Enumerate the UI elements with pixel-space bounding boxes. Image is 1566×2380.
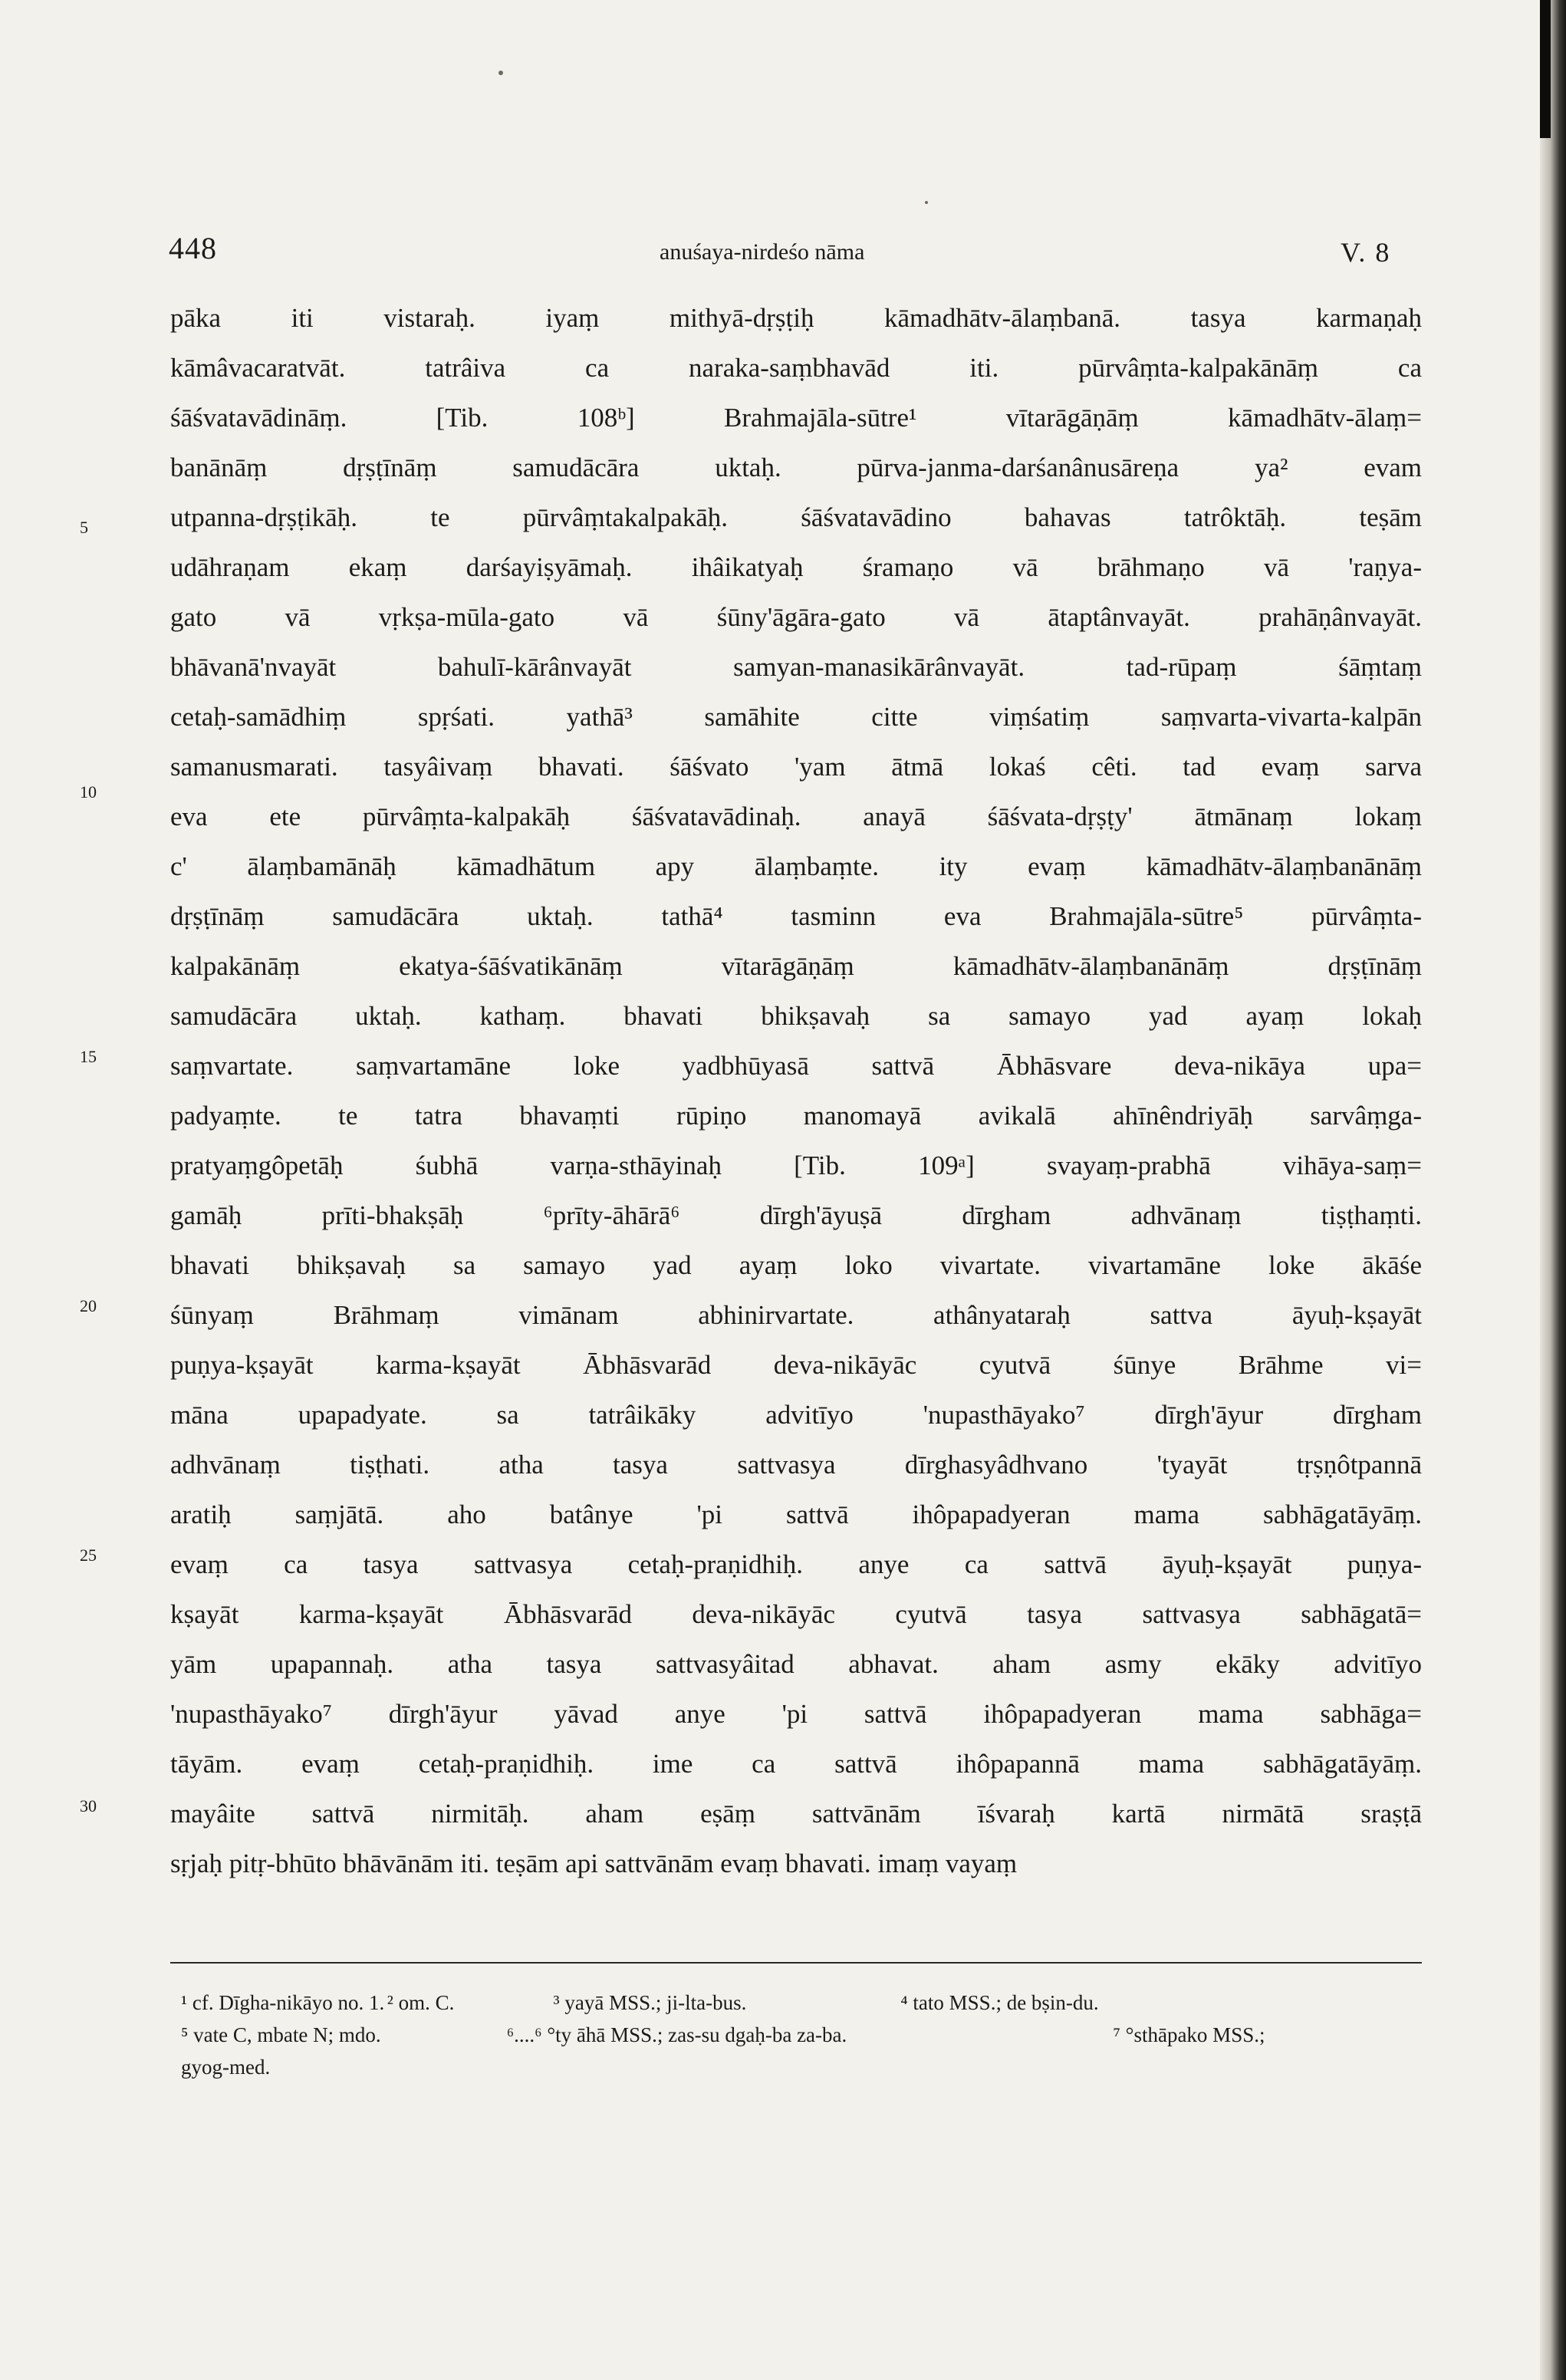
text-line: gamāḥ prīti-bhakṣāḥ ⁶prīty-āhārā⁶ dīrgh'āyuṣā dīrgham adhvānaṃ tiṣṭhaṃti. xyxy=(170,1200,1422,1230)
text-line: udāhraṇam ekaṃ darśayiṣyāmaḥ. ihâikatyaḥ śramaṇo vā brāhmaṇo vā 'raṇya- xyxy=(170,552,1422,582)
scan-page-edge xyxy=(1540,0,1566,2380)
text-line: aratiḥ saṃjātā. aho batânye 'pi sattvā ihôpapadyeran mama sabhāgatāyāṃ. xyxy=(170,1499,1422,1529)
text-line: cetaḥ-samādhiṃ spṛśati. yathā³ samāhite citte viṃśatiṃ saṃvarta-vivarta-kalpān xyxy=(170,702,1422,732)
line-number: 25 xyxy=(80,1546,97,1565)
scan-speck xyxy=(925,201,928,204)
text-line: eva ete pūrvâṃta-kalpakāḥ śāśvatavādinaḥ. anayā śāśvata-dṛṣṭy' ātmānaṃ lokaṃ xyxy=(170,802,1422,831)
text-line: banānāṃ dṛṣṭīnāṃ samudācāra uktaḥ. pūrva-janma-darśanânusāreṇa ya² evam xyxy=(170,453,1422,482)
text-line: pāka iti vistaraḥ. iyaṃ mithyā-dṛṣṭiḥ kāmadhātv-ālaṃbanā. tasya karmaṇaḥ xyxy=(170,303,1422,333)
text-line: c' ālaṃbamānāḥ kāmadhātum apy ālaṃbaṃte. ity evaṃ kāmadhātv-ālaṃbanānāṃ xyxy=(170,851,1422,881)
footnote: ⁴ tato MSS.; de bṣin-du. xyxy=(900,1991,1099,2014)
footnote: ⁷ °sthāpako MSS.; xyxy=(1113,2023,1265,2046)
line-number: 30 xyxy=(80,1796,97,1815)
text-line: dṛṣṭīnāṃ samudācāra uktaḥ. tathā⁴ tasminn eva Brahmajāla-sūtre⁵ pūrvâṃta- xyxy=(170,901,1422,931)
line-number: 10 xyxy=(80,782,97,802)
footnote: ⁶....⁶ °ty āhā MSS.; zas-su dgaḥ-ba za-ba. xyxy=(506,2023,847,2046)
text-line: adhvānaṃ tiṣṭhati. atha tasya sattvasya dīrghasyâdhvano 'tyayāt tṛṣṇôtpannā xyxy=(170,1450,1422,1480)
body-text xyxy=(170,293,1422,1888)
text-line: mayâite sattvā nirmitāḥ. aham eṣāṃ sattvānām īśvaraḥ kartā nirmātā sraṣṭā xyxy=(170,1799,1422,1829)
text-line: śāśvatavādināṃ. [Tib. 108ᵇ] Brahmajāla-sūtre¹ vītarāgāṇāṃ kāmadhātv-ālaṃ= xyxy=(170,403,1422,433)
text-line: pratyaṃgôpetāḥ śubhā varṇa-sthāyinaḥ [Tib. 109ᵃ] svayaṃ-prabhā vihāya-saṃ= xyxy=(170,1150,1422,1180)
text-line: padyaṃte. te tatra bhavaṃti rūpiṇo manomayā avikalā ahīnêndriyāḥ sarvâṃga- xyxy=(170,1101,1422,1131)
text-line: yām upapannaḥ. atha tasya sattvasyâitad abhavat. aham asmy ekāky advitīyo xyxy=(170,1649,1422,1679)
section-reference: V. 8 xyxy=(1341,237,1391,268)
scan-speck xyxy=(498,71,503,75)
text-line: śūnyaṃ Brāhmaṃ vimānam abhinirvartate. athânyataraḥ sattva āyuḥ-kṣayāt xyxy=(170,1300,1422,1330)
text-line: evaṃ ca tasya sattvasya cetaḥ-praṇidhiḥ. anye ca sattvā āyuḥ-kṣayāt puṇya- xyxy=(170,1549,1422,1579)
line-number: 5 xyxy=(80,518,88,537)
footnote-line xyxy=(181,2051,1423,2083)
text-line: utpanna-dṛṣṭikāḥ. te pūrvâṃtakalpakāḥ. śāśvatavādino bahavas tatrôktāḥ. teṣām xyxy=(170,502,1422,532)
footnotes xyxy=(181,1987,1423,2083)
footnote: ¹ cf. Dīgha-nikāyo no. 1. xyxy=(181,1991,385,2014)
text-line: saṃvartate. saṃvartamāne loke yadbhūyasā sattvā Ābhāsvare deva-nikāya upa= xyxy=(170,1051,1422,1081)
text-line: puṇya-kṣayāt karma-kṣayāt Ābhāsvarād deva-nikāyāc cyutvā śūnye Brāhme vi= xyxy=(170,1350,1422,1380)
footnote-rule xyxy=(170,1962,1422,1964)
page-number: 448 xyxy=(169,231,217,265)
text-line: kāmâvacaratvāt. tatrâiva ca naraka-saṃbhavād iti. pūrvâṃta-kalpakānāṃ ca xyxy=(170,353,1422,383)
footnote: ³ yayā MSS.; ji-lta-bus. xyxy=(553,1991,747,2014)
footnote: ² om. C. xyxy=(387,1991,455,2014)
line-number: 20 xyxy=(80,1296,97,1315)
text-line: bhāvanā'nvayāt bahulī-kārânvayāt samyan-manasikārânvayāt. tad-rūpaṃ śāṃtaṃ xyxy=(170,652,1422,682)
footnote-line xyxy=(181,2019,1423,2051)
text-line: kṣayāt karma-kṣayāt Ābhāsvarād deva-nikāyāc cyutvā tasya sattvasya sabhāgatā= xyxy=(170,1599,1422,1629)
text-line: māna upapadyate. sa tatrâikāky advitīyo 'nupasthāyako⁷ dīrgh'āyur dīrgham xyxy=(170,1400,1422,1430)
running-head xyxy=(0,230,1566,276)
footnote: gyog-med. xyxy=(181,2056,271,2079)
text-line: tāyām. evaṃ cetaḥ-praṇidhiḥ. ime ca sattvā ihôpapannā mama sabhāgatāyāṃ. xyxy=(170,1749,1422,1779)
text-line: samudācāra uktaḥ. kathaṃ. bhavati bhikṣavaḥ sa samayo yad ayaṃ lokaḥ xyxy=(170,1001,1422,1031)
scan-page-edge-shadow xyxy=(1540,0,1551,138)
text-line: 'nupasthāyako⁷ dīrgh'āyur yāvad anye 'pi sattvā ihôpapadyeran mama sabhāga= xyxy=(170,1699,1422,1729)
text-line: samanusmarati. tasyâivaṃ bhavati. śāśvato 'yam ātmā lokaś cêti. tad evaṃ sarva xyxy=(170,752,1422,782)
running-title: anuśaya-nirdeśo nāma xyxy=(660,239,865,265)
line-number: 15 xyxy=(80,1047,97,1066)
text-line: kalpakānāṃ ekatya-śāśvatikānāṃ vītarāgāṇāṃ kāmadhātv-ālaṃbanānāṃ dṛṣṭīnāṃ xyxy=(170,951,1422,981)
text-line: sṛjaḥ pitṛ-bhūto bhāvānām iti. teṣām api sattvānām evaṃ bhavati. imaṃ vayaṃ xyxy=(170,1848,1018,1878)
footnote-line xyxy=(181,1987,1423,2019)
footnote: ⁵ vate C, mbate N; mdo. xyxy=(181,2023,381,2046)
text-line: gato vā vṛkṣa-mūla-gato vā śūny'āgāra-gato vā ātaptânvayāt. prahāṇânvayāt. xyxy=(170,602,1422,632)
text-line: bhavati bhikṣavaḥ sa samayo yad ayaṃ loko vivartate. vivartamāne loke ākāśe xyxy=(170,1250,1422,1280)
